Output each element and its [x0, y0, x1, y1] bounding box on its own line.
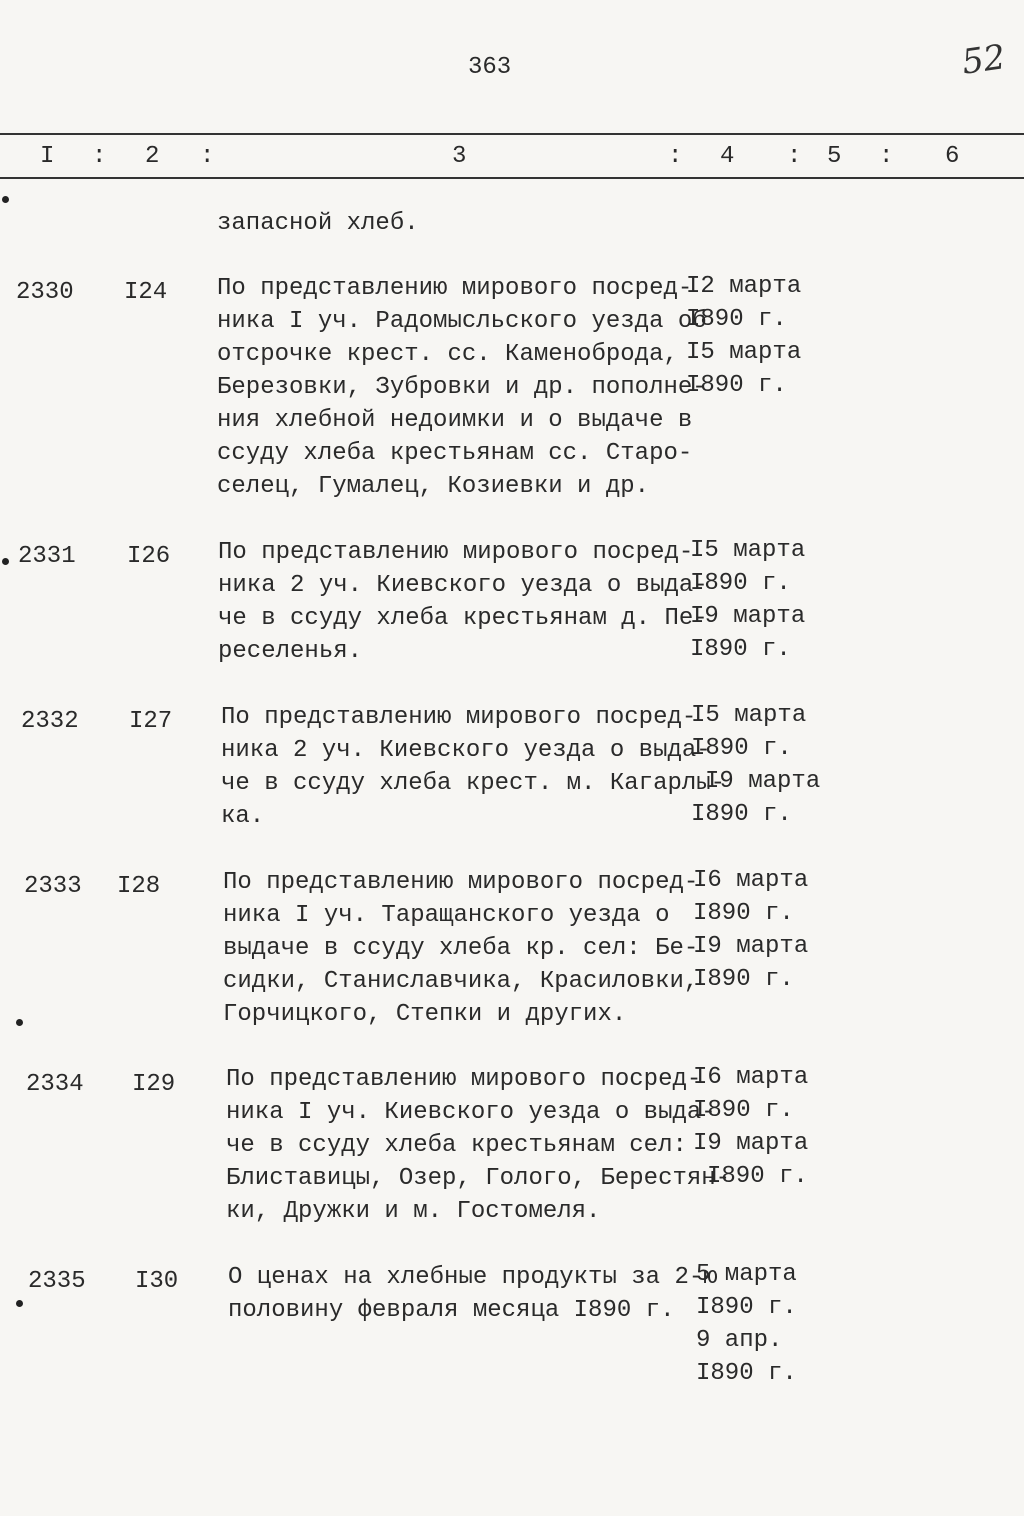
description-line: селец, Гумалец, Козиевки и др.: [217, 473, 650, 500]
date-line: I890 г.: [691, 801, 792, 828]
date-line: I5 марта: [691, 702, 807, 729]
col-header-4: 4: [720, 143, 735, 170]
entry-description: [218, 536, 708, 668]
description-line: че в ссуду хлеба крестьянам сел:: [226, 1132, 687, 1159]
date-line: I890 г.: [693, 900, 794, 927]
sheet-number: I30: [135, 1268, 179, 1295]
entry-description: [221, 701, 725, 833]
col-header-1: I: [40, 143, 55, 170]
sheet-number: I27: [129, 708, 173, 735]
scan-speck: [2, 196, 9, 203]
description-line: ния хлебной недоимки и о выдаче в: [217, 407, 693, 434]
date-line: I890 г.: [690, 636, 791, 663]
header-top-rule: [0, 133, 1024, 135]
entry-description: [223, 866, 698, 1031]
date-line: I890 г.: [696, 1360, 797, 1387]
description-line: че в ссуду хлеба крест. м. Кагарлы-: [221, 770, 726, 797]
sheet-number: I24: [124, 279, 168, 306]
date-line: I2 марта: [686, 273, 802, 300]
description-line: ника 2 уч. Киевского уезда о выда-: [218, 572, 708, 599]
description-line: ника I уч. Радомысльского уезда об: [217, 308, 707, 335]
date-line: I5 марта: [686, 339, 802, 366]
entry-number: 2333: [24, 873, 82, 900]
date-line: I890 г.: [693, 1097, 794, 1124]
date-line: I9 марта: [705, 768, 821, 795]
date-line: 5 марта: [696, 1261, 797, 1288]
description-line: реселенья.: [218, 638, 363, 665]
date-line: I5 марта: [690, 537, 806, 564]
sheet-number: I26: [127, 543, 171, 570]
folio-number: 52: [959, 37, 1008, 83]
date-line: I9 марта: [693, 1130, 809, 1157]
col-separator: :: [92, 143, 107, 170]
description-line: ника I уч. Таращанского уезда о: [223, 902, 670, 929]
entry-description: [228, 1261, 718, 1327]
description-line: Горчицкого, Степки и других.: [223, 1001, 627, 1028]
date-line: I9 марта: [690, 603, 806, 630]
date-line: I890 г.: [707, 1163, 808, 1190]
description-line: ника 2 уч. Киевского уезда о выда-: [221, 737, 711, 764]
date-line: I890 г.: [691, 735, 792, 762]
date-line: 9 апр.: [696, 1327, 783, 1354]
description-line: че в ссуду хлеба крестьянам д. Пе-: [218, 605, 708, 632]
entry-dates: [690, 534, 805, 666]
col-header-2: 2: [145, 143, 160, 170]
sheet-number: I29: [132, 1071, 176, 1098]
entry-number: 2334: [26, 1071, 84, 1098]
date-line: I890 г.: [690, 570, 791, 597]
entry-dates: [691, 699, 820, 831]
entry-number: 2331: [18, 543, 76, 570]
date-line: I890 г.: [686, 306, 787, 333]
entry-dates: [693, 864, 808, 996]
entry-dates: [686, 270, 801, 402]
description-line: Березовки, Зубровки и др. пополне-: [217, 374, 707, 401]
description-line: сидки, Станиславчика, Красиловки,: [223, 968, 699, 995]
description-line: ссуду хлеба крестьянам сс. Старо-: [217, 440, 693, 467]
description-line: По представлению мирового посред-: [218, 539, 694, 566]
date-line: I890 г.: [693, 966, 794, 993]
entry-number: 2332: [21, 708, 79, 735]
entry-number: 2335: [28, 1268, 86, 1295]
description-line: отсрочке крест. сс. Каменоброда,: [217, 341, 678, 368]
col-header-6: 6: [945, 143, 960, 170]
date-line: I6 марта: [693, 1064, 809, 1091]
description-line: По представлению мирового посред-: [226, 1066, 702, 1093]
entry-dates: [693, 1061, 808, 1193]
scan-speck: [16, 1019, 23, 1026]
description-line: ка.: [221, 803, 265, 830]
header-bottom-rule: [0, 177, 1024, 179]
sheet-number: I28: [117, 873, 161, 900]
col-separator: :: [200, 143, 215, 170]
entry-description: [217, 272, 707, 503]
page-number: 363: [468, 54, 512, 81]
description-line: Блиставицы, Озер, Гологo, Берестян-: [226, 1165, 731, 1192]
scan-speck: [2, 558, 9, 565]
description-line: половину февраля месяца I890 г.: [228, 1297, 675, 1324]
description-line: ки, Дружки и м. Гостомеля.: [226, 1198, 601, 1225]
description-line: По представлению мирового посред-: [223, 869, 699, 896]
continuation-text: запасной хлеб.: [217, 210, 419, 237]
col-header-3: 3: [452, 143, 467, 170]
col-separator: :: [668, 143, 683, 170]
description-line: По представлению мирового посред-: [221, 704, 697, 731]
col-separator: :: [879, 143, 894, 170]
date-line: I6 марта: [693, 867, 809, 894]
scan-speck: [16, 1300, 23, 1307]
date-line: I890 г.: [686, 372, 787, 399]
entry-number: 2330: [16, 279, 74, 306]
date-line: I9 марта: [693, 933, 809, 960]
description-line: О ценах на хлебные продукты за 2-ю: [228, 1264, 718, 1291]
entry-dates: [696, 1258, 797, 1390]
col-header-5: 5: [827, 143, 842, 170]
description-line: выдаче в ссуду хлеба кр. сел: Бе-: [223, 935, 699, 962]
col-separator: :: [787, 143, 802, 170]
date-line: I890 г.: [696, 1294, 797, 1321]
description-line: По представлению мирового посред-: [217, 275, 693, 302]
entry-description: [226, 1063, 730, 1228]
description-line: ника I уч. Киевского уезда о выда-: [226, 1099, 716, 1126]
